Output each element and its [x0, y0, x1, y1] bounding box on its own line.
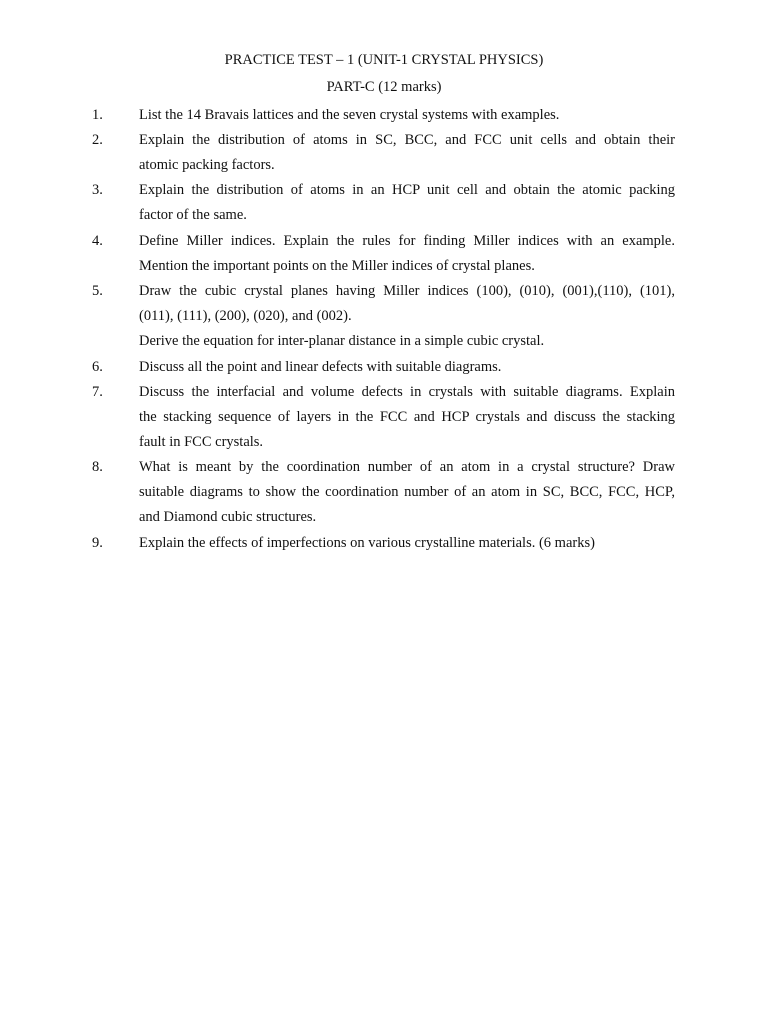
question-text	[139, 455, 675, 531]
question-line: Define Miller indices. Explain the rules for finding Miller indices with an example.	[139, 233, 675, 249]
question-line: What is meant by the coordination number of an atom in a crystal structure? Draw	[139, 459, 675, 475]
question-text	[139, 103, 675, 128]
question-line: factor of the same.	[139, 207, 247, 224]
question-line: Discuss all the point and linear defects with suitable diagrams.	[139, 359, 502, 375]
question-text	[139, 279, 675, 355]
question-number: 5.	[92, 283, 103, 299]
question-number: 9.	[92, 535, 103, 551]
question-line: List the 14 Bravais lattices and the seven crystal systems with examples.	[139, 107, 560, 123]
question-line: atomic packing factors.	[139, 157, 275, 174]
question-line: Explain the distribution of atoms in an HCP unit cell and obtain the atomic packing	[139, 182, 675, 198]
question-number: 7.	[92, 384, 103, 400]
part-heading: PART-C (12 marks)	[326, 79, 442, 95]
test-title: PRACTICE TEST – 1 (UNIT-1 CRYSTAL PHYSICS)	[224, 52, 544, 68]
question-line: Draw the cubic crystal planes having Miller indices (100), (010), (001),(110), (101),	[139, 283, 675, 299]
question-number: 8.	[92, 459, 103, 475]
question-text	[139, 229, 675, 279]
question-number: 2.	[92, 132, 103, 148]
question-line: the stacking sequence of layers in the FCC and HCP crystals and discuss the stacking	[139, 409, 675, 426]
question-number: 3.	[92, 182, 103, 198]
question-number: 4.	[92, 233, 103, 249]
question-number: 1.	[92, 107, 103, 123]
question-text	[139, 380, 675, 456]
question-text	[139, 531, 675, 556]
question-text	[139, 178, 675, 228]
question-line: Derive the equation for inter-planar distance in a simple cubic crystal.	[139, 333, 545, 350]
question-line: fault in FCC crystals.	[139, 434, 264, 451]
question-text	[139, 355, 675, 380]
question-line: Explain the effects of imperfections on various crystalline materials. (6 marks)	[139, 535, 595, 551]
question-line: Discuss the interfacial and volume defects in crystals with suitable diagrams. Explain	[139, 384, 675, 400]
question-number: 6.	[92, 359, 103, 375]
question-line: Mention the important points on the Miller indices of crystal planes.	[139, 258, 535, 275]
question-text	[139, 128, 675, 178]
question-line: and Diamond cubic structures.	[139, 509, 317, 526]
question-line: Explain the distribution of atoms in SC, BCC, and FCC unit cells and obtain their	[139, 132, 675, 148]
question-line: suitable diagrams to show the coordination number of an atom in SC, BCC, FCC, HCP,	[139, 484, 675, 501]
question-line: (011), (111), (200), (020), and (002).	[139, 308, 352, 325]
